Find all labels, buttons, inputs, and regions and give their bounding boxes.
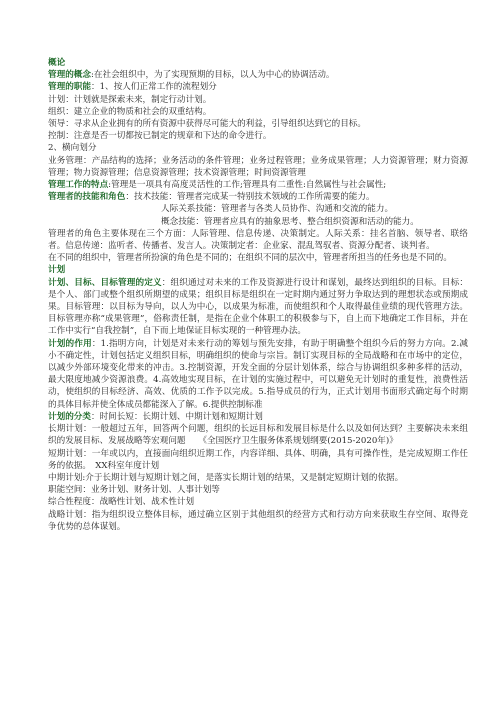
levels-paragraph: 在不同的组织中，管理者所扮演的角色是不同的；在组织不同的层次中，管理者所担当的任务也是不同的。 [48, 253, 452, 264]
concept-line [48, 69, 468, 81]
skill-text: ：技术技能：管理者完成某一特别技术领域的工作所需要的能力。 [125, 192, 375, 203]
section-heading-overview: 概论 [48, 58, 66, 68]
skill-line [48, 191, 468, 203]
definition-label: 计划、目标、目标管理的定义 [48, 277, 162, 288]
horizontal-line: 2、横向划分 [48, 143, 97, 154]
function-space-line: 职能空间：业务计划、财务计划、人事计划等 [48, 485, 220, 496]
role-paragraph [48, 338, 468, 411]
skill-label: 管理者的技能和角色 [48, 192, 126, 203]
mid-term-paragraph: 中期计划:介于长期计划与短期计划之间，是落实长期计划的结果，又是制定短期计划的依据。 [48, 472, 404, 483]
organize-line: 组织：建立企业的物质和社会的双重结构。 [48, 106, 212, 117]
strategy-paragraph: 战略计划：指为组织设立整体目标，通过确立区别于其他组织的经营方式和行动方向来获取生存空间、取得竞争优势的总体谋划。 [48, 509, 468, 532]
human-skill-line: 人际关系技能：管理者与各类人员协作、沟通和交流的能力。 [161, 204, 394, 215]
short-term-paragraph: 短期计划：一年或以内，直接面向组织近期工作，内容详细、具体、明确，具有可操作性，是完成短期工作任务的依据。 XX科室年度计划 [48, 448, 468, 471]
classification-label: 计划的分类 [48, 411, 91, 422]
scope-line: 综合性程度：战略性计划、战术性计划 [48, 497, 195, 508]
function-line [48, 81, 468, 93]
feature-line [48, 179, 468, 191]
feature-label: 管理工作的特点 [48, 180, 109, 191]
control-line: 控制：注意是否一切都按已制定的规章和下达的命令进行。 [48, 131, 272, 142]
classification-line [48, 411, 468, 423]
concept-label: 管理的概念 [48, 70, 91, 81]
plan-line: 计划：计划就是探索未来，制定行动计划。 [48, 94, 212, 105]
role-text: ：1.指明方向，计划是对未来行动的筹划与预先安排，有助于明确整个组织今后的努力方向。2.减小不确定性，计划包括定义组织目标，明确组织的使命与宗旨。制订实现目标的全局战略和在市场中的定位，以减少外部环境变化带来的冲击。3.控制资源，开发全面的分层计划体系，综合与协调组织多种多样的活动，最大限度地减少资源浪费。4.高效地实现目标，在计划的实施过程中，可以避免无计划时的重复性，浪费性活动，使组织的目标经济、高效、优质的工作予以完成。5.指导成员的行为，正式计划用书面形式确定每个时期的具体目标并使全体成员都能深入了解。6.提供控制标准 [48, 338, 468, 410]
section-heading-plan: 计划 [48, 265, 66, 276]
concept-text: :在社会组织中，为了实现预期的目标，以人为中心的协调活动。 [90, 70, 335, 81]
feature-text: :管理是一项具有高度灵活性的工作;管理具有二重性:自然属性与社会属性; [108, 180, 387, 191]
definition-text: ：组织通过对未来的工作及资源进行设计和谋划，最终达到组织的目标。目标：是个人、部门或整个组织所期望的成果；组织目标是组织在一定时期内通过努力争取达到的理想状态或预期成果。目标管理：以目标为导向，以人为中心，以成果为标准，而使组织和个人取得最佳业绩的现代管理方法。目标管理亦称“成果管理”，俗称责任制，是指在企业个体职工的积极参与下，自上而下地确定工作目标，并在工作中实行“自我控制”，自下而上地保证目标实现的一种管理办法。 [48, 277, 468, 337]
classification-text: ：时间长短：长期计划、中期计划和短期计划 [90, 411, 263, 422]
document-page [48, 57, 468, 533]
function-label: 管理的职能 [48, 82, 91, 93]
roles-paragraph: 管理者的角色主要体现在三个方面：人际管理、信息传递、决策制定。人际关系：挂名首脑、领导者、联络者。信息传递：监听者、传播者、发言人。决策制定者：企业家、混乱驾驭者、资源分配者、谈判者。 [48, 228, 468, 252]
role-label: 计划的作用 [48, 338, 92, 349]
lead-line: 领导：寻求从企业拥有的所有资源中获得尽可能大的利益，引导组织达到它的目标。 [48, 119, 366, 130]
definition-paragraph [48, 277, 468, 338]
concept-skill-line: 概念技能：管理者应具有的抽象思考、整合组织资源和活动的能力。 [161, 216, 419, 227]
function-text: ：1、按人们正常工作的流程划分 [90, 82, 217, 93]
long-term-paragraph: 长期计划：一般超过五年，回答两个问题，组织的长远目标和发展目标是什么以及如何达到？主要解决未来组织的发展目标、发展战略等宏观问题 《全国医疗卫生服务体系规划纲要(2015-2020年)》 [48, 424, 468, 447]
business-paragraph: 业务管理：产品结构的选择；业务活动的条件管理；业务过程管理；业务成果管理；人力资源管理；财力资源管理；物力资源管理；信息资源管理；技术资源管理；时间资源管理 [48, 155, 468, 178]
